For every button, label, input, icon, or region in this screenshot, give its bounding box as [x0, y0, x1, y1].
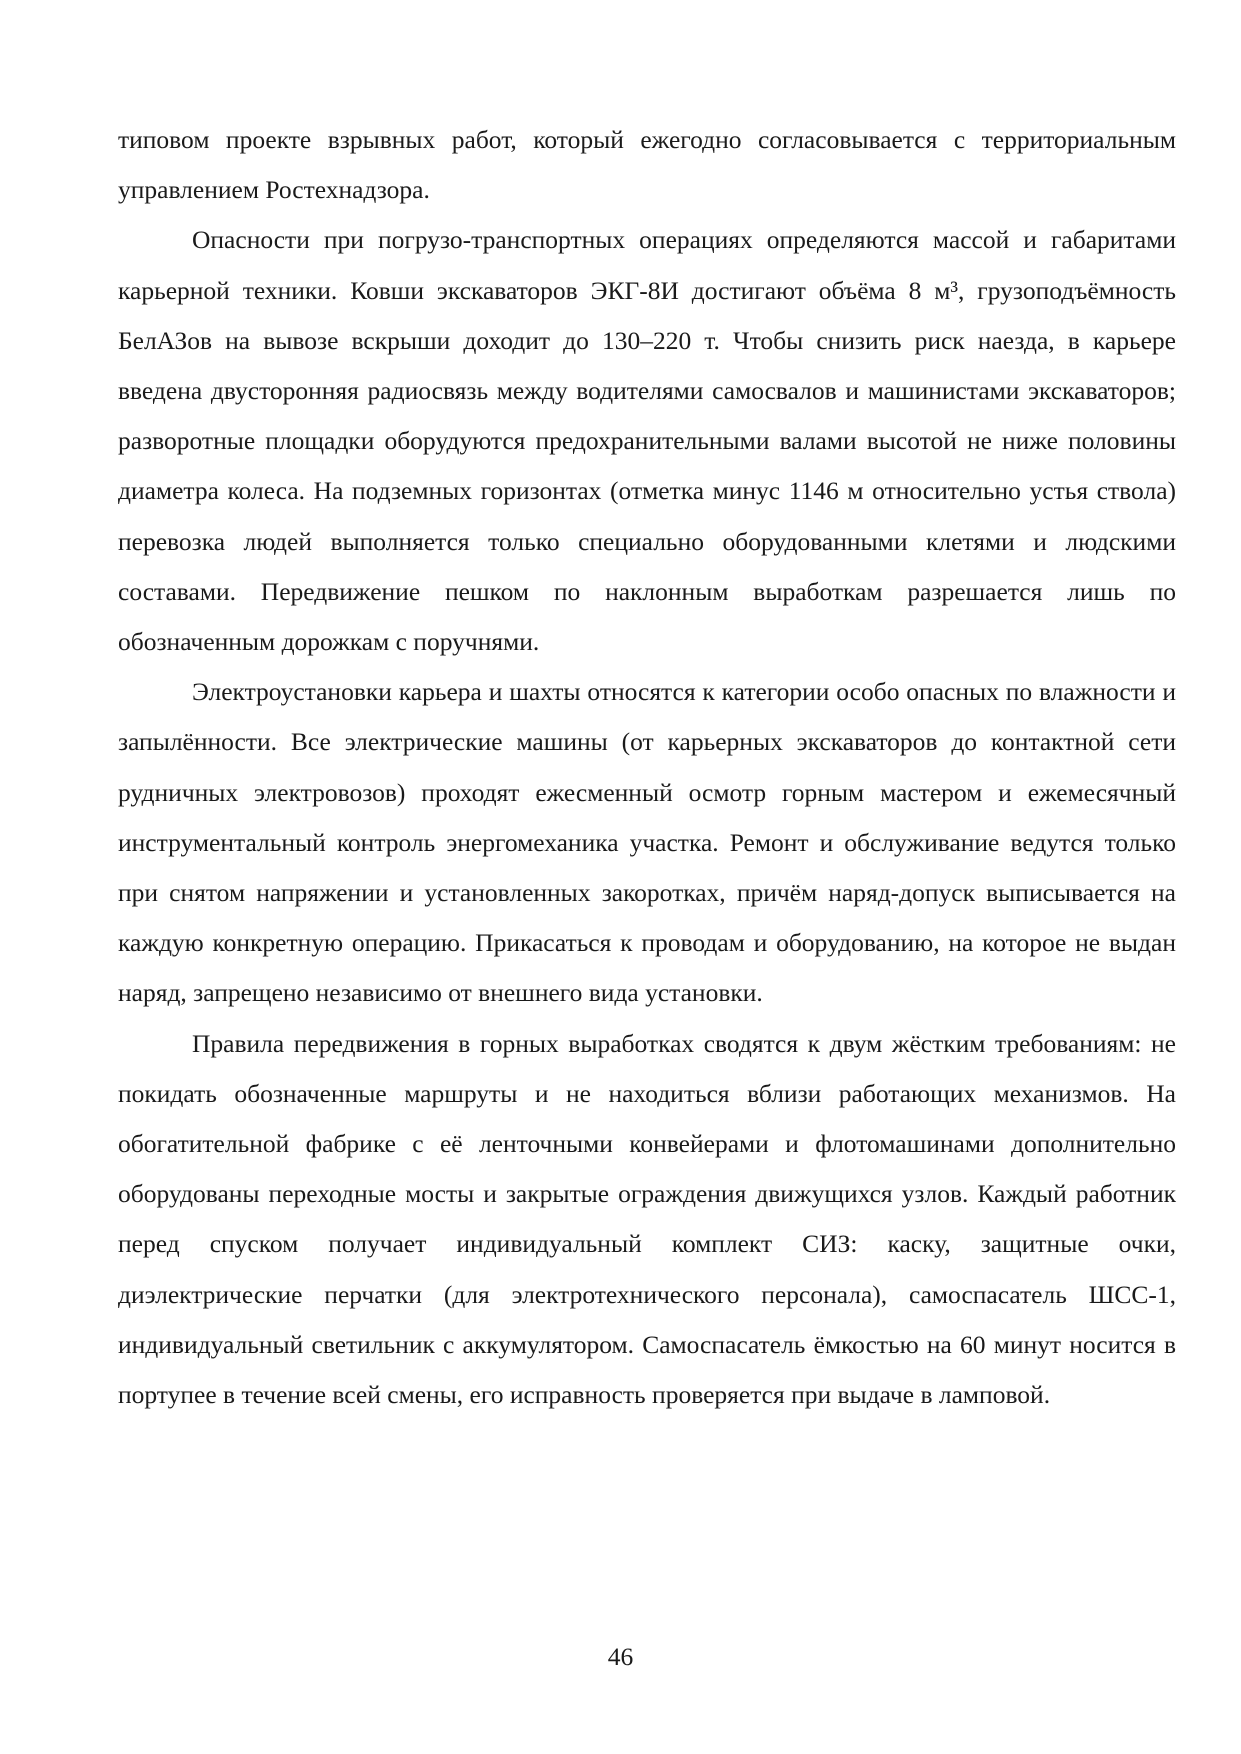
paragraph-loading-transport-hazards: Опасности при погрузо-транспортных операциях определяются массой и габаритами карьерной техники. Ковши экскаваторов ЭКГ-8И достигают объёма 8 м³, грузоподъёмность БелАЗов на вывозе вскрыши доходит до 130–220 т. Чтобы снизить риск наезда, в карьере введена двусторонняя радиосвязь между водителями самосвалов и машинистами экскаваторов; разворотные площадки оборудуются предохранительными валами высотой не ниже половины диаметра колеса. На подземных горизонтах (отметка минус 1146 м относительно устья ствола) перевозка людей выполняется только специально оборудованными клетями и людскими составами. Передвижение пешком по наклонным выработкам разрешается лишь по обозначенным дорожкам с поручнями. [118, 225, 1176, 657]
paragraph-electrical-installations: Электроустановки карьера и шахты относятся к категории особо опасных по влажности и запылённости. Все электрические машины (от карьерных экскаваторов до контактной сети рудничных электровозов) проходят ежесменный осмотр горным мастером и ежемесячный инструментальный контроль энергомеханика участка. Ремонт и обслуживание ведутся только при снятом напряжении и установленных закоротках, причём наряд-допуск выписывается на каждую конкретную операцию. Прикасаться к проводам и оборудованию, на которое не выдан наряд, запрещено независимо от внешнего вида установки. [118, 677, 1176, 1008]
body-text [118, 115, 1176, 1420]
page-number: 46 [607, 1642, 634, 1671]
paragraph-continuation: типовом проекте взрывных работ, который ежегодно согласовывается с территориальным управлением Ростехнадзора. [118, 125, 1176, 205]
paragraph-movement-rules-ppe: Правила передвижения в горных выработках сводятся к двум жёстким требованиям: не покидать обозначенные маршруты и не находиться вблизи работающих механизмов. На обогатительной фабрике с её ленточными конвейерами и флотомашинами дополнительно оборудованы переходные мосты и закрытые ограждения движущихся узлов. Каждый работник перед спуском получает индивидуальный комплект СИЗ: каску, защитные очки, диэлектрические перчатки (для электротехнического персонала), самоспасатель ШСС-1, индивидуальный светильник с аккумулятором. Самоспасатель ёмкостью на 60 минут носится в портупее в течение всей смены, его исправность проверяется при выдаче в ламповой. [118, 1028, 1176, 1410]
